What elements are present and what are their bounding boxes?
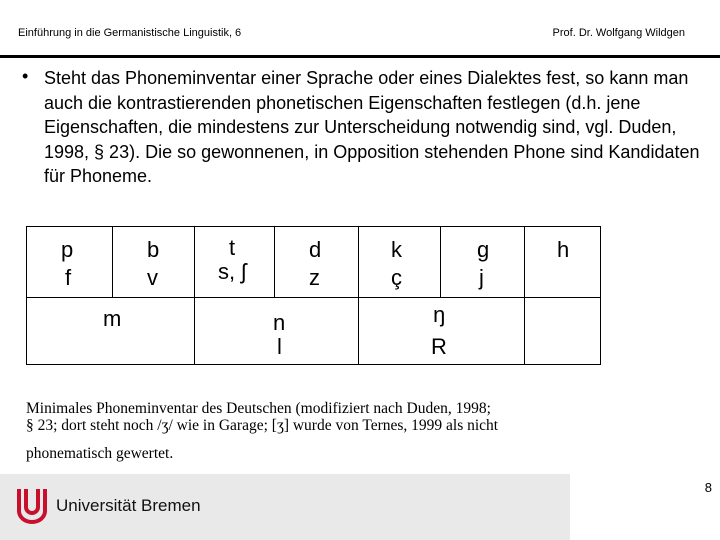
phoneme-n: n xyxy=(273,310,286,335)
bullet-marker: • xyxy=(22,66,29,86)
phoneme-v: v xyxy=(147,265,158,290)
phoneme-inventory-table xyxy=(26,226,601,365)
cell-g-j xyxy=(441,227,525,298)
caption-line-3: phonematisch gewertet. xyxy=(26,445,174,462)
phoneme-ng: ŋ xyxy=(433,302,446,327)
phoneme-b: b xyxy=(147,237,160,262)
cell-empty xyxy=(525,298,601,365)
university-name: Universität Bremen xyxy=(56,496,201,515)
university-bremen-logo-icon xyxy=(14,489,50,525)
phoneme-g: g xyxy=(477,237,490,262)
cell-b-v xyxy=(113,227,195,298)
bullet-paragraph: Steht das Phoneminventar einer Sprache oder eines Dialektes fest, so kann man auch die kontrastierenden phonetischen Eigenschaften festlegen (d.h. jene Eigenschaften, die mindestens zur Unterscheidung notwendig sind, vgl. Duden, 1998, § 23). Die so gewonnenen, in Opposition stehenden Phone sind Kandidaten für Phoneme. xyxy=(44,68,700,186)
phoneme-f: f xyxy=(65,265,72,290)
phoneme-p: p xyxy=(61,237,74,262)
phoneme-l: l xyxy=(277,334,282,359)
caption-line-1: Minimales Phoneminventar des Deutschen (modifiziert nach Duden, 1998; xyxy=(26,400,491,417)
phoneme-d: d xyxy=(309,237,322,262)
page-number: 8 xyxy=(704,480,712,495)
cell-h xyxy=(525,227,601,298)
cell-d-z xyxy=(275,227,359,298)
phoneme-t: t xyxy=(229,235,236,260)
phoneme-z: z xyxy=(309,265,320,290)
cell-n-l xyxy=(195,298,359,365)
cell-ng-r xyxy=(359,298,525,365)
phoneme-j: j xyxy=(479,265,484,290)
phoneme-k: k xyxy=(391,237,402,262)
cell-m xyxy=(27,298,195,365)
table-caption xyxy=(26,400,666,462)
header-course-title: Einführung in die Germanistische Linguistik, 6 xyxy=(18,27,242,39)
caption-line-2: § 23; dort steht noch /ʒ/ wie in Garage; [ʒ] wurde von Ternes, 1999 als nicht xyxy=(26,417,499,434)
phoneme-m: m xyxy=(103,306,122,331)
phoneme-r: R xyxy=(431,334,447,359)
phoneme-h: h xyxy=(557,237,570,262)
cell-p-f xyxy=(27,227,113,298)
phoneme-s-sh: s, ʃ xyxy=(218,259,247,284)
header-divider xyxy=(0,55,720,58)
cell-k-c xyxy=(359,227,441,298)
phoneme-c-cedilla: ç xyxy=(391,265,402,290)
header-author: Prof. Dr. Wolfgang Wildgen xyxy=(552,27,685,39)
cell-t-s-sh xyxy=(195,227,275,298)
